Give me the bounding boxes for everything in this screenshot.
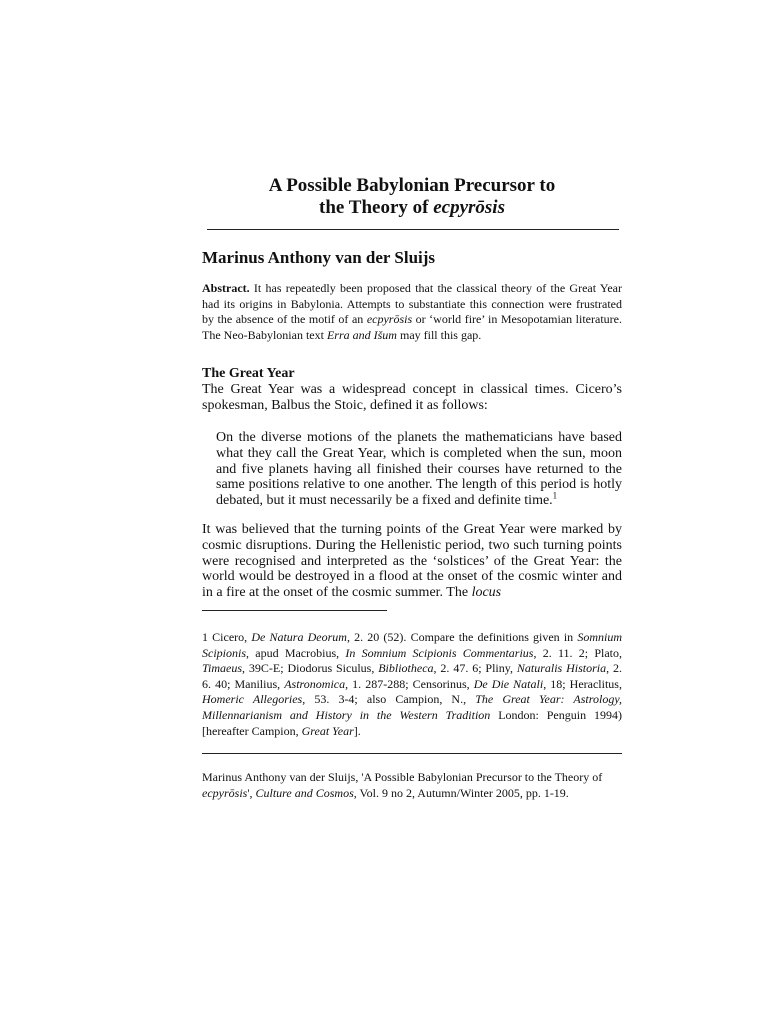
footnote-segment: , 2. 11. 2; Plato, bbox=[533, 645, 622, 660]
title-line-2 bbox=[202, 197, 622, 219]
body-paragraph-2 bbox=[202, 522, 622, 601]
footnote bbox=[202, 630, 622, 739]
footnote-segment: London: Penguin 1994) [hereafter Campion, bbox=[202, 707, 622, 738]
footnote-segment: Bibliotheca bbox=[378, 661, 434, 676]
title-line-2-italic: ecpyrōsis bbox=[433, 197, 505, 218]
footnote-segment: ]. bbox=[353, 723, 361, 738]
abstract-italic-1: ecpyrōsis bbox=[366, 312, 413, 326]
section-heading: The Great Year bbox=[202, 366, 295, 381]
paper-title bbox=[202, 175, 622, 219]
footnote-segment: De Die Natali bbox=[473, 676, 544, 691]
footnote-rule bbox=[202, 610, 387, 611]
abstract-text-3: may fill this gap. bbox=[396, 327, 482, 342]
footnote-segment: In Somnium Scipionis Commentarius bbox=[345, 645, 534, 660]
footnote-segment: Great Year bbox=[301, 723, 354, 738]
citation-segment: Culture and Cosmos bbox=[255, 785, 354, 800]
title-line-2-text: the Theory of bbox=[319, 197, 434, 218]
citation-segment: , Vol. 9 no 2, Autumn/Winter 2005, pp. 1-19. bbox=[353, 785, 569, 800]
footnote-segment: Naturalis Historia bbox=[516, 661, 607, 676]
footnote-segment: , 2. 6. 40; Manilius, bbox=[202, 661, 623, 691]
footnote-segment: , apud Macrobius, bbox=[246, 645, 346, 660]
citation-segment: ', bbox=[247, 785, 256, 800]
abstract-text-1: It has repeatedly been proposed that the classical theory of the Great Year had its origins in Babylonia. Attempts to substantiate this connection were frustrated by the absence of the motif of an bbox=[202, 281, 622, 326]
citation-rule bbox=[202, 753, 622, 754]
footnote-segment: , 53. 3-4; also Campion, N., bbox=[302, 692, 476, 707]
body-paragraph-2-italic: locus bbox=[471, 585, 502, 601]
footnote-mark: 1 bbox=[552, 490, 558, 501]
footnote-segment: Timaeus bbox=[202, 661, 243, 676]
block-quote bbox=[216, 430, 622, 509]
footnote-segment: De Natura Deorum bbox=[251, 630, 347, 644]
body-paragraph-2-text: It was believed that the turning points of the Great Year were marked by cosmic disruptions. During the Hellenistic period, two such turning points were recognised and interpreted as the ‘solstices’ of the Great Year: the world would be destroyed in a flood at the onset of the cosmic winter and in a fire at the onset of the cosmic summer. The bbox=[202, 522, 622, 601]
citation bbox=[202, 770, 622, 801]
abstract bbox=[202, 281, 622, 343]
footnote-segment: , 18; Heraclitus, bbox=[543, 676, 622, 691]
abstract-label: Abstract. bbox=[202, 281, 250, 295]
block-quote-text: On the diverse motions of the planets the mathematicians have based what they call the Great Year, which is completed when the sun, moon and five planets having all finished their courses have returned to the same positions relative to one another. The length of this period is hotly debated, but it must necessarily be a fixed and definite time. bbox=[216, 430, 622, 509]
abstract-italic-2: Erra and Išum bbox=[326, 327, 397, 342]
footnote-segment: , 1. 287-288; Censorinus, bbox=[345, 676, 474, 691]
body-paragraph-1: The Great Year was a widespread concept in classical times. Cicero’s spokesman, Balbus the Stoic, defined it as follows: bbox=[202, 382, 622, 413]
footnote-segment: , 2. 47. 6; Pliny, bbox=[433, 661, 517, 676]
footnote-segment: 1 Cicero, bbox=[202, 630, 252, 644]
footnote-segment: Homeric Allegories bbox=[202, 692, 303, 707]
footnote-segment: The Great Year: Astrology, Millennarianism and History in the Western Tradition bbox=[202, 692, 622, 722]
footnote-segment: Astronomica bbox=[284, 676, 346, 691]
footnote-segment: Somnium Scipionis bbox=[202, 630, 622, 660]
footnote-segment: , 2. 20 (52). Compare the definitions given in bbox=[346, 630, 578, 644]
footnote-segment: , 39C-E; Diodorus Siculus, bbox=[242, 661, 379, 676]
citation-segment: ecpyrōsis bbox=[202, 785, 248, 800]
author-name: Marinus Anthony van der Sluijs bbox=[202, 248, 436, 267]
citation-segment: Marinus Anthony van der Sluijs, 'A Possible Babylonian Precursor to the Theory of bbox=[202, 770, 603, 784]
abstract-text-2: or ‘world fire’ in Mesopotamian literature. The Neo-Babylonian text bbox=[202, 312, 622, 342]
title-line-1: A Possible Babylonian Precursor to bbox=[268, 175, 556, 196]
title-rule bbox=[207, 229, 619, 230]
